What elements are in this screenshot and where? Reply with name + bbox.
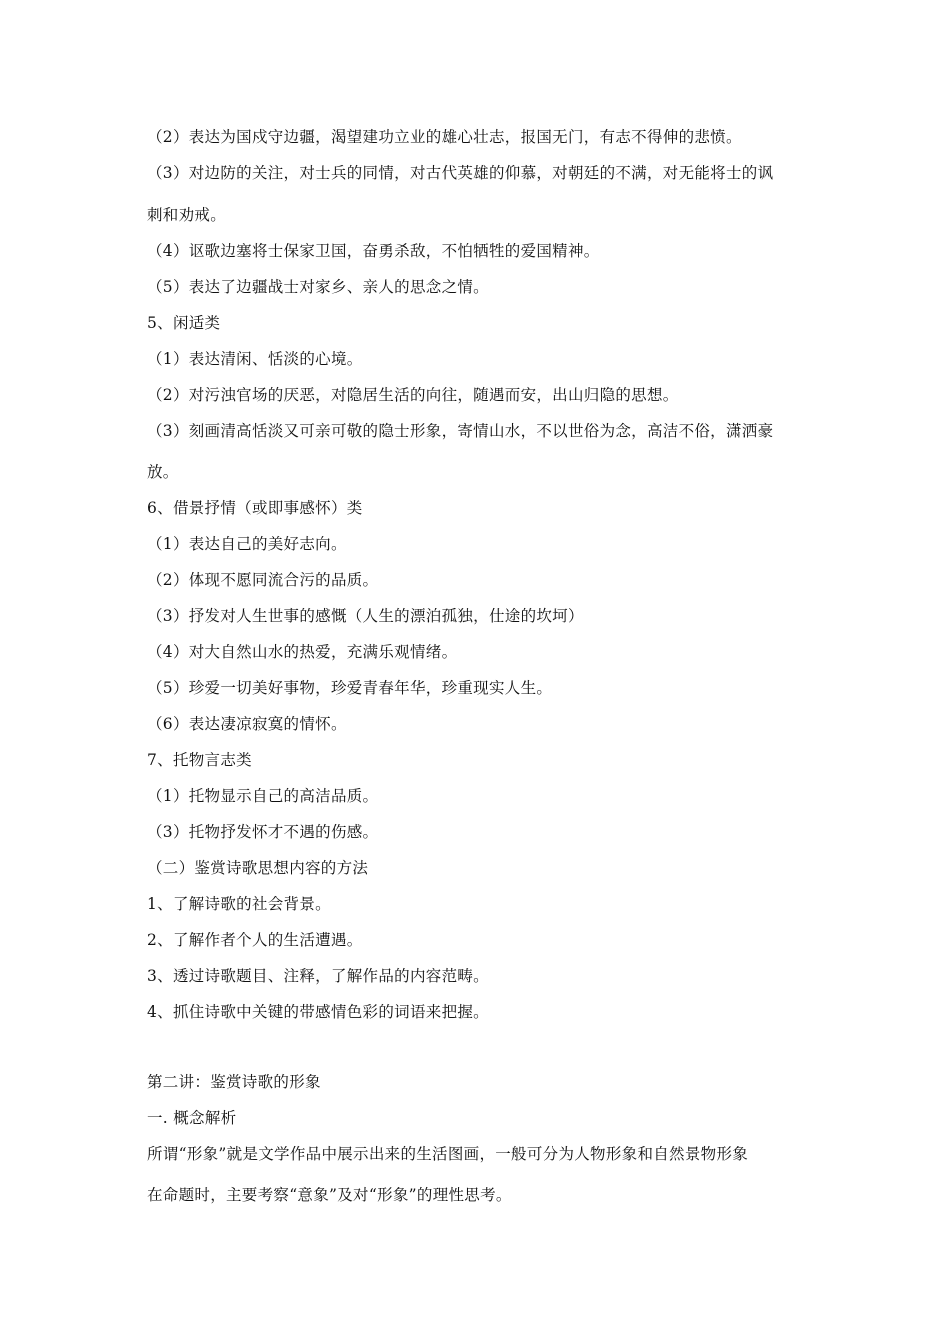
section-7-heading: 7、托物言志类: [147, 751, 252, 769]
method-item-3: 3、透过诗歌题目、注释，了解作品的内容范畴。: [147, 967, 489, 985]
leisure-item-2: （2）对污浊官场的厌恶，对隐居生活的向往，随遇而安，出山归隐的思想。: [147, 386, 679, 404]
frontier-item-2: （2）表达为国戍守边疆，渴望建功立业的雄心壮志，报国无门，有志不得伸的悲愤。: [147, 128, 742, 146]
leisure-item-1: （1）表达清闲、恬淡的心境。: [147, 350, 363, 368]
method-item-1: 1、了解诗歌的社会背景。: [147, 895, 331, 913]
frontier-item-3-cont: 刺和劝戒。: [147, 206, 227, 224]
concept-heading: 一. 概念解析: [147, 1109, 237, 1127]
lecture-2-title: 第二讲：鉴赏诗歌的形象: [147, 1073, 321, 1091]
scenery-item-6: （6）表达凄凉寂寞的情怀。: [147, 715, 347, 733]
object-item-3: （3）托物抒发怀才不遇的伤感。: [147, 823, 379, 841]
section-6-heading: 6、借景抒情（或即事感怀）类: [147, 499, 363, 517]
leisure-item-3: （3）刻画清高恬淡又可亲可敬的隐士形象，寄情山水，不以世俗为念，高洁不俗，潇洒豪: [147, 422, 774, 440]
method-item-4: 4、抓住诗歌中关键的带感情色彩的词语来把握。: [147, 1003, 489, 1021]
methods-heading: （二）鉴赏诗歌思想内容的方法: [147, 859, 369, 877]
concept-paragraph-line-2: 在命题时，主要考察“意象”及对“形象”的理性思考。: [147, 1186, 512, 1204]
frontier-item-5: （5）表达了边疆战士对家乡、亲人的思念之情。: [147, 278, 489, 296]
method-item-2: 2、了解作者个人的生活遭遇。: [147, 931, 363, 949]
section-5-heading: 5、闲适类: [147, 314, 221, 332]
object-item-1: （1）托物显示自己的高洁品质。: [147, 787, 379, 805]
scenery-item-1: （1）表达自己的美好志向。: [147, 535, 347, 553]
scenery-item-3: （3）抒发对人生世事的感慨（人生的漂泊孤独，仕途的坎坷）: [147, 607, 584, 625]
frontier-item-4: （4）讴歌边塞将士保家卫国，奋勇杀敌，不怕牺牲的爱国精神。: [147, 242, 600, 260]
concept-paragraph-line-1: 所谓“形象”就是文学作品中展示出来的生活图画，一般可分为人物形象和自然景物形象: [147, 1145, 749, 1163]
frontier-item-3: （3）对边防的关注，对士兵的同情，对古代英雄的仰慕，对朝廷的不满，对无能将士的讽: [147, 164, 774, 182]
scenery-item-4: （4）对大自然山水的热爱，充满乐观情绪。: [147, 643, 458, 661]
scenery-item-5: （5）珍爱一切美好事物，珍爱青春年华，珍重现实人生。: [147, 679, 553, 697]
scenery-item-2: （2）体现不愿同流合污的品质。: [147, 571, 379, 589]
leisure-item-3-cont: 放。: [147, 463, 179, 481]
